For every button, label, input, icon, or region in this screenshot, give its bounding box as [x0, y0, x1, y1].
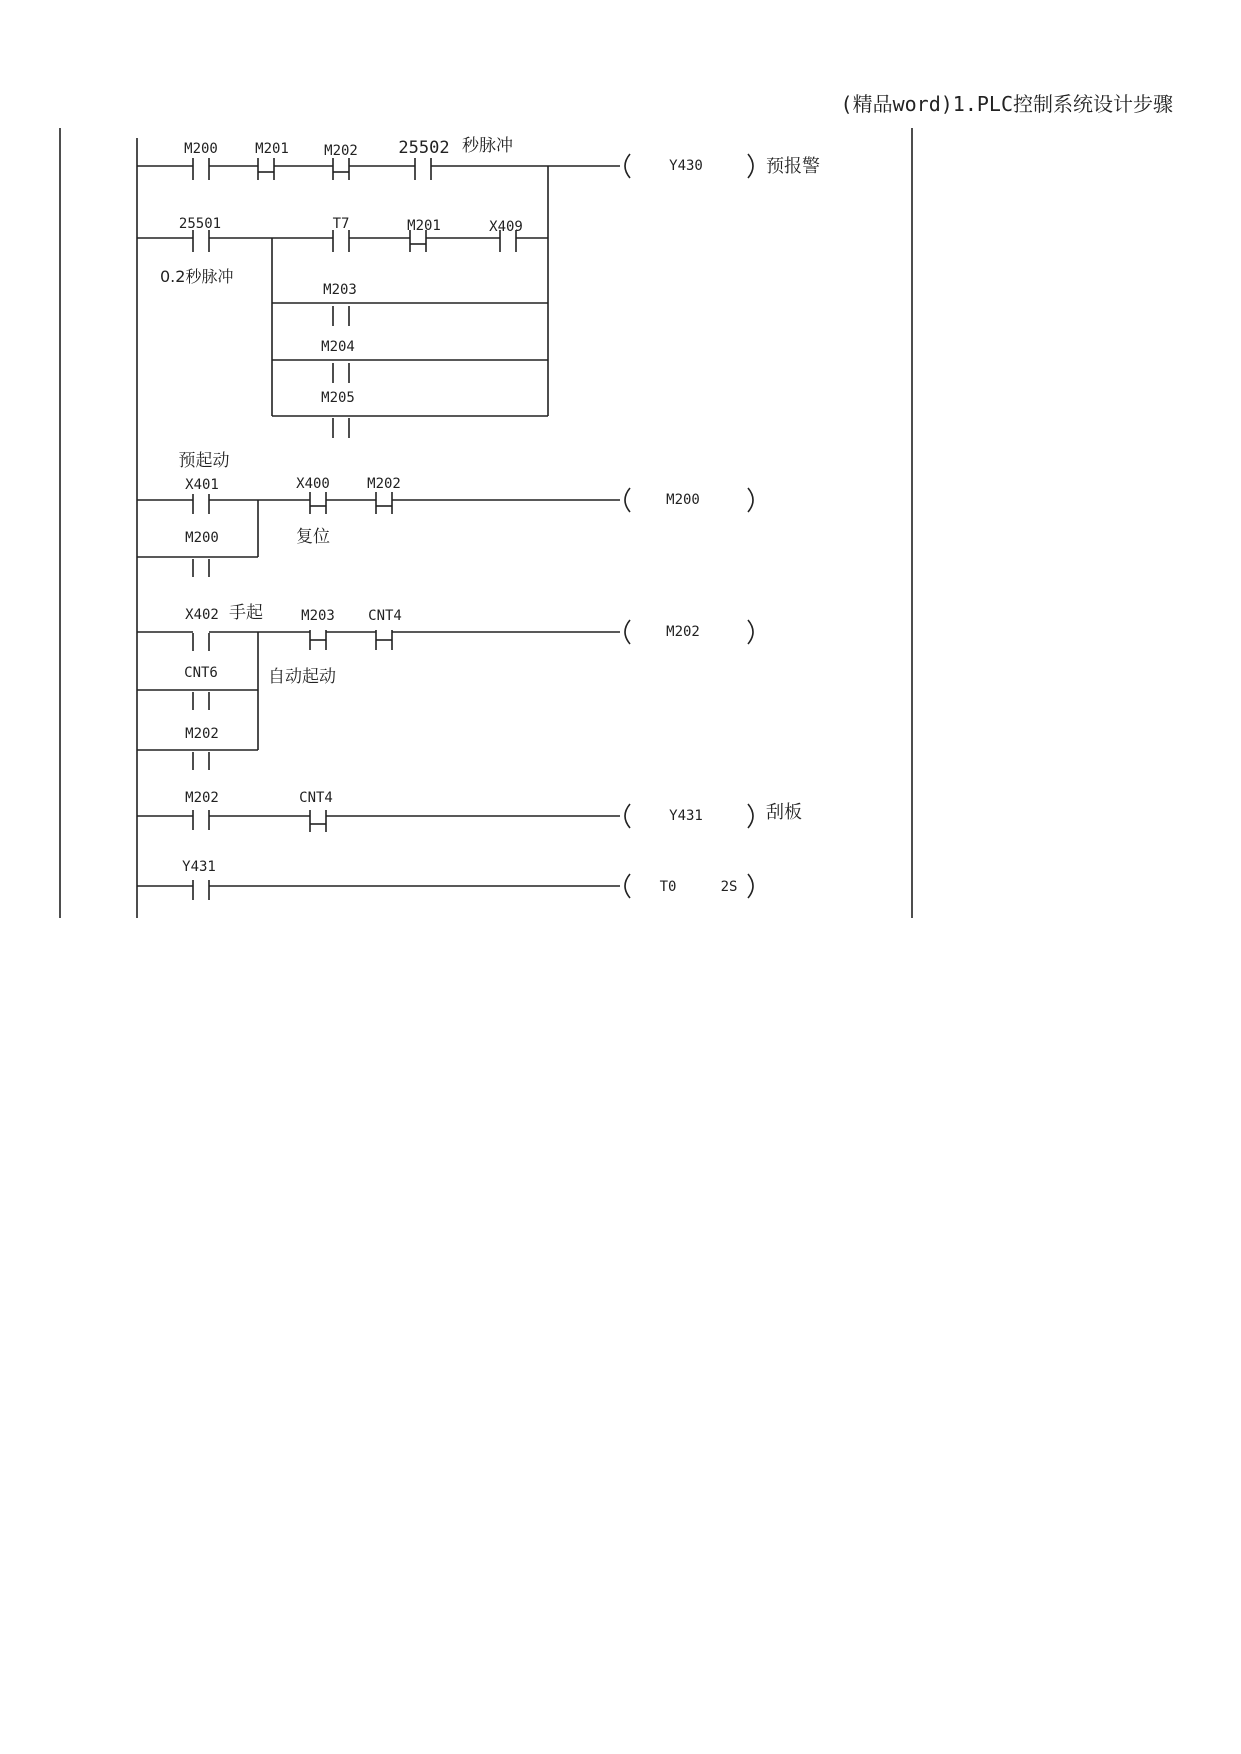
rung-4: [137, 603, 753, 770]
coil-left-bracket: [625, 804, 630, 828]
rung-5: [137, 790, 802, 832]
contact-cnt4-nc: [310, 810, 326, 832]
contact-cnt4-nc: [376, 630, 392, 650]
contact-label: 25502: [398, 138, 450, 158]
contact-label: CNT4: [368, 608, 402, 624]
coil-right-bracket: [748, 804, 753, 828]
rung-1: [137, 136, 820, 180]
contact-label: M205: [321, 390, 355, 406]
contact-label: M203: [301, 608, 335, 624]
branch-note: 自动起动: [268, 667, 336, 687]
contact-label: CNT4: [299, 790, 333, 806]
coil-right-bracket: [748, 488, 753, 512]
contact-label: T7: [332, 216, 350, 232]
coil-note: 预报警: [766, 156, 820, 177]
contact-label: X402: [185, 607, 219, 623]
contact-m203-no: [333, 306, 349, 326]
contact-label: X409: [489, 219, 523, 235]
contact-label: M201: [407, 218, 441, 234]
contact-label: M202: [185, 726, 219, 742]
contact-note: 秒脉冲: [462, 136, 513, 156]
coil-left-bracket: [625, 154, 630, 178]
contact-x402-no: [193, 633, 209, 651]
contact-label: 25501: [178, 216, 222, 232]
coil-right-bracket: [748, 154, 753, 178]
contact-note: 复位: [296, 527, 330, 547]
contact-label: X401: [185, 477, 219, 493]
rung-3: [137, 451, 753, 577]
coil-left-bracket: [625, 620, 630, 644]
coil-note: 刮板: [766, 802, 802, 823]
contact-m202-no: [193, 752, 209, 770]
contact-m202-no: [193, 810, 209, 830]
coil-label: M202: [666, 624, 700, 640]
coil-value: 2S: [720, 879, 738, 895]
contact-m200-no: [193, 559, 209, 577]
contact-m202-nc: [376, 492, 392, 514]
coil-label: T0: [659, 879, 677, 895]
contact-m204-no: [333, 363, 349, 383]
coil-left-bracket: [625, 874, 630, 898]
contact-label: X400: [296, 476, 330, 492]
coil-label: Y431: [669, 808, 703, 824]
contact-label: Y431: [182, 859, 216, 875]
page-header: (精品word)1.PLC控制系统设计步骤: [840, 92, 1173, 116]
rung-6: [137, 859, 753, 900]
contact-label: M202: [324, 143, 358, 159]
contact-y431-no: [193, 880, 209, 900]
contact-25502-no: [415, 158, 431, 180]
contact-m205-no: [333, 418, 349, 438]
coil-label: M200: [666, 492, 700, 508]
contact-note: 手起: [229, 603, 263, 623]
contact-label: M203: [323, 282, 357, 298]
rung-2: [137, 166, 548, 438]
coil-label: Y430: [669, 158, 703, 174]
contact-m203-nc: [310, 630, 326, 650]
contact-label: M202: [185, 790, 219, 806]
contact-cnt6-no: [193, 692, 209, 710]
contact-label: M200: [184, 141, 218, 157]
contact-note: 0.2秒脉冲: [160, 267, 234, 286]
contact-m201-nc: [258, 158, 274, 180]
contact-m202-nc: [333, 158, 349, 180]
contact-x401-no: [193, 494, 209, 514]
contact-m200-no: [193, 158, 209, 180]
contact-25501-no: [193, 230, 209, 252]
coil-right-bracket: [748, 874, 753, 898]
contact-label: M202: [367, 476, 401, 492]
rung-title: 预起动: [178, 451, 230, 471]
coil-left-bracket: [625, 488, 630, 512]
contact-label: M201: [255, 141, 289, 157]
contact-label: M200: [185, 530, 219, 546]
contact-label: CNT6: [184, 665, 218, 681]
coil-right-bracket: [748, 620, 753, 644]
contact-t7-no: [333, 230, 349, 252]
contact-x400-nc: [310, 492, 326, 514]
contact-label: M204: [321, 339, 355, 355]
